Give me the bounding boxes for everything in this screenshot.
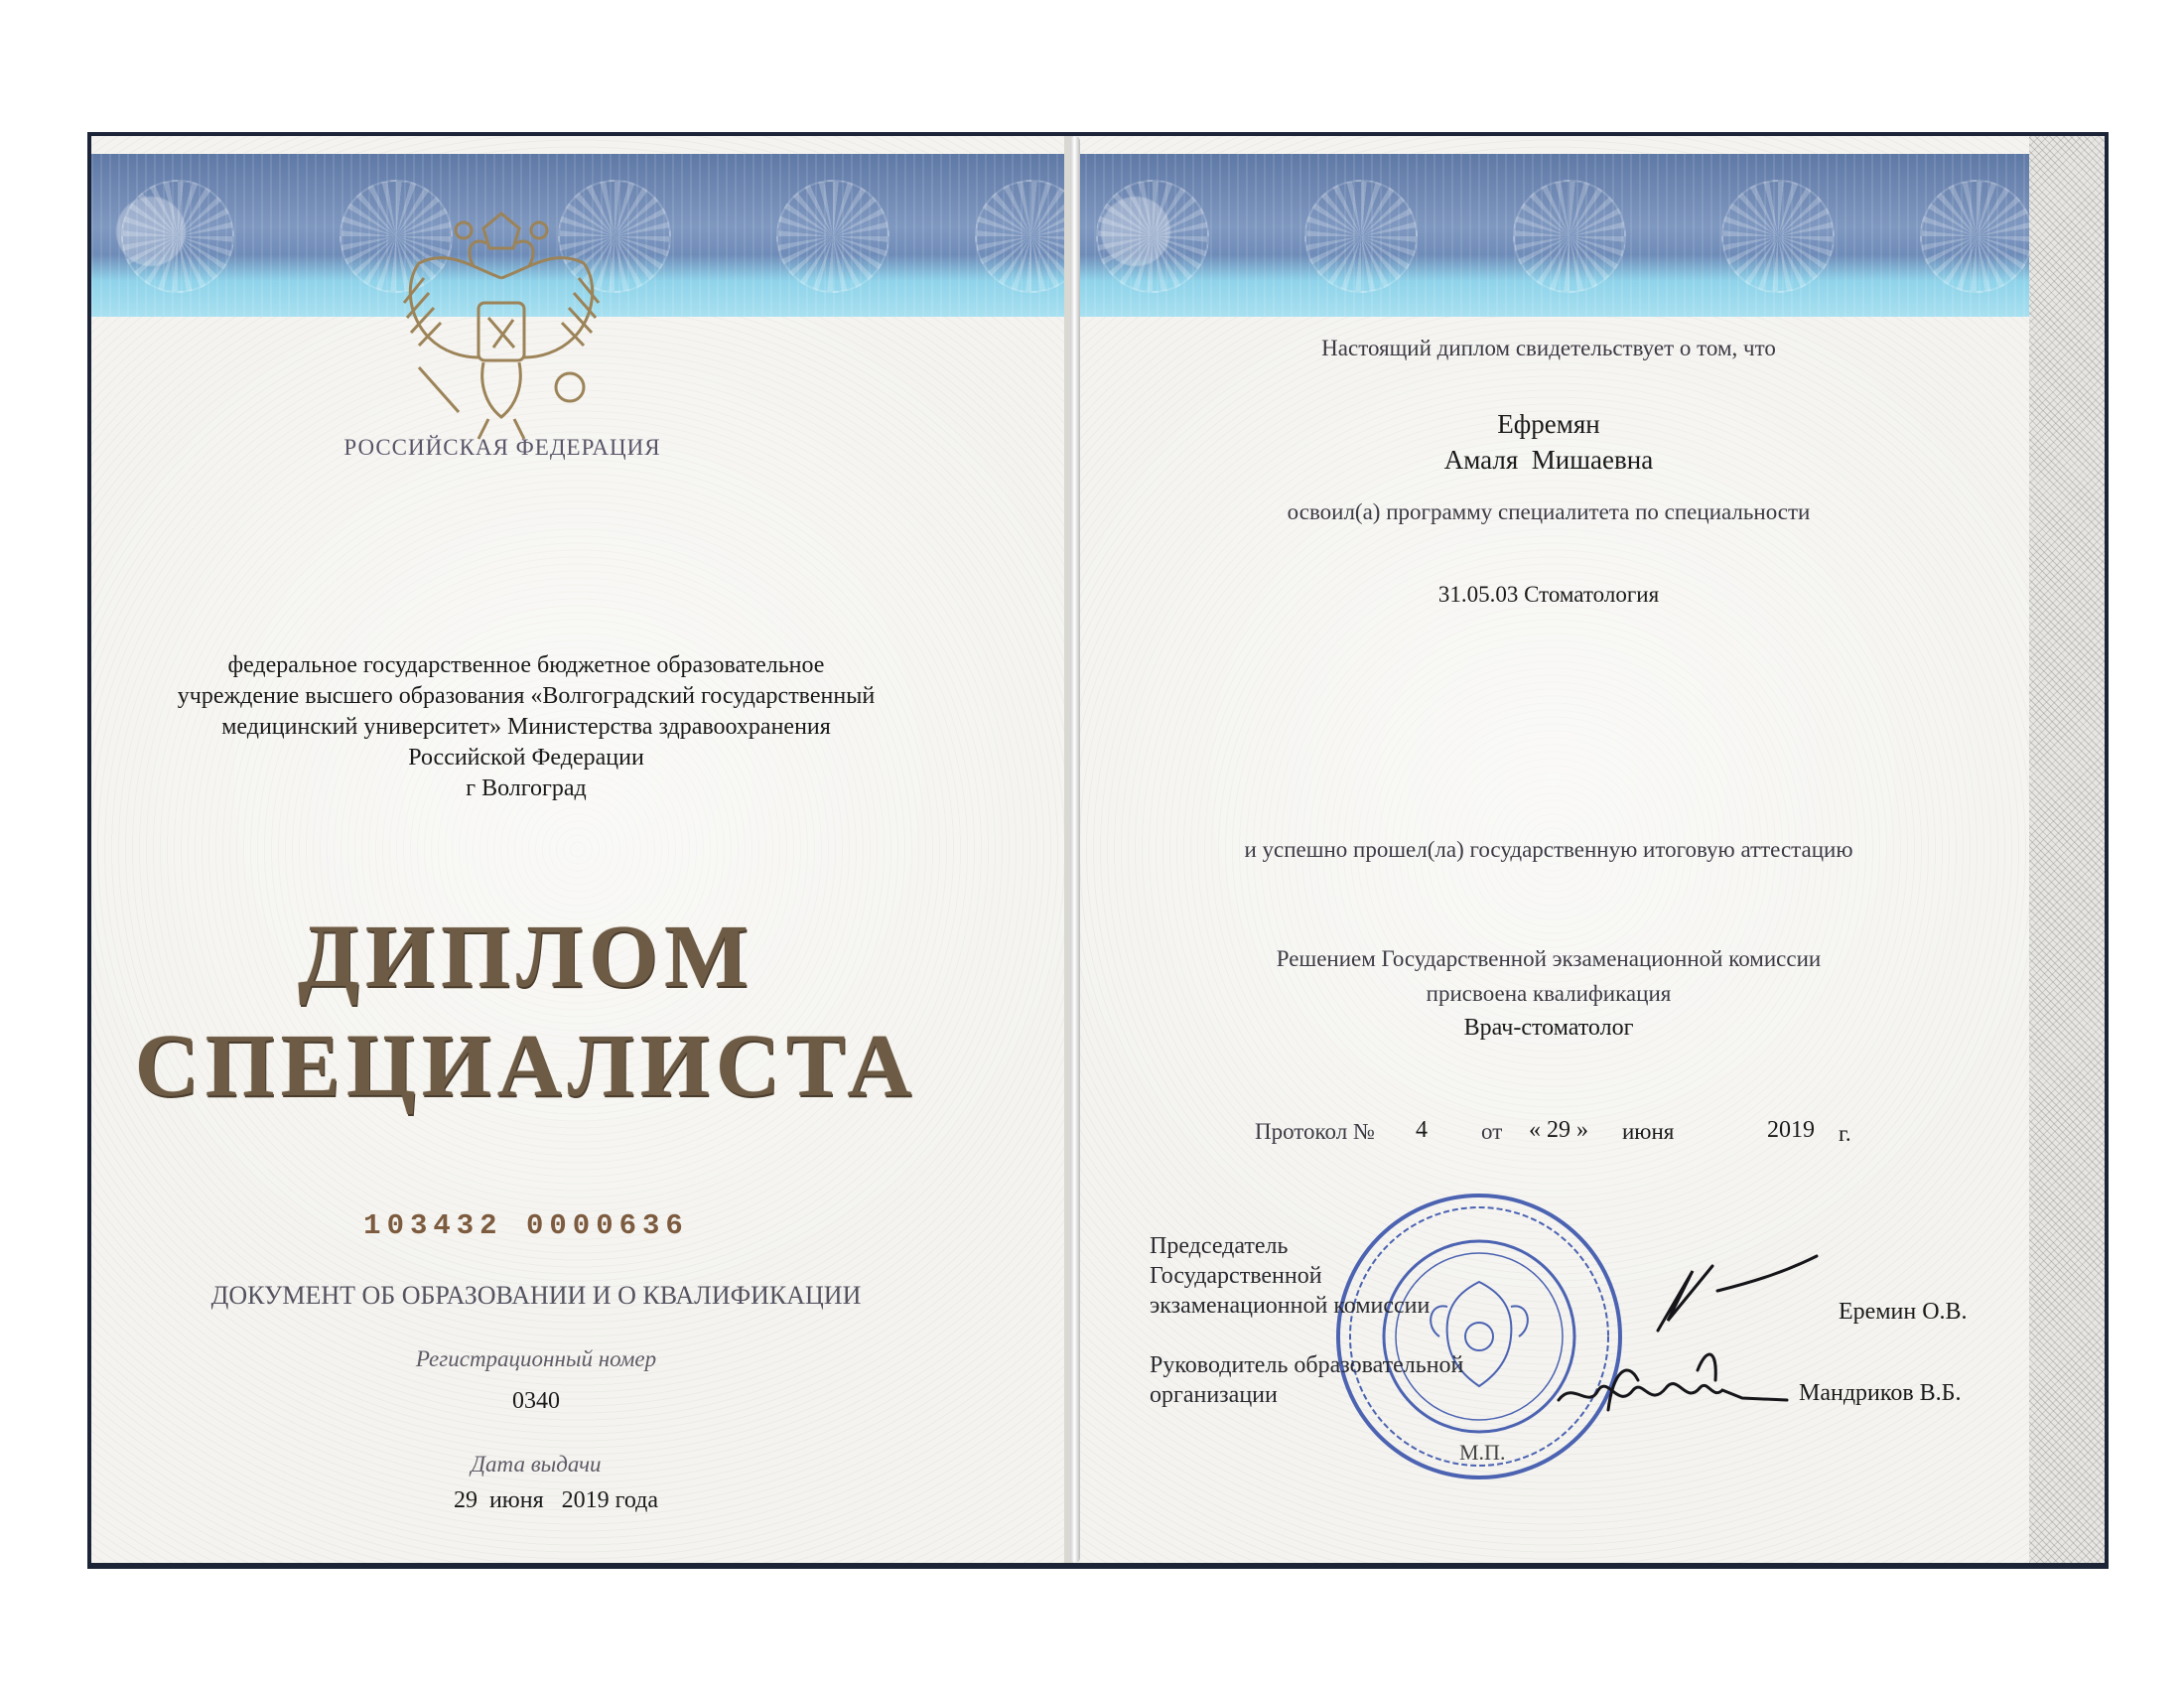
graduate-given-names: Амаля Мишаевна <box>1443 445 1654 475</box>
country-label: РОССИЙСКАЯ ФЕДЕРАЦИЯ <box>343 435 661 460</box>
qualification: Врач-стоматолог <box>1463 1015 1634 1041</box>
head-name: Мандриков В.Б. <box>1799 1380 1962 1406</box>
organization-line: медицинский университет» Министерства здравоохранения <box>221 714 831 740</box>
organization-line: федеральное государственное бюджетное образовательное <box>227 652 825 678</box>
protocol-from-label: от <box>1481 1119 1503 1144</box>
commission-decision: Решением Государственной экзаменационной комиссии <box>1276 946 1822 971</box>
chair-title <box>1150 1231 1430 1321</box>
rosette-pattern <box>1304 180 1418 293</box>
registration-number: 0340 <box>512 1388 560 1414</box>
chair-title-line: экзаменационной комиссии <box>1150 1293 1431 1319</box>
rosette-pattern <box>1920 180 2029 293</box>
page-edge-pattern <box>2029 136 2105 1563</box>
diploma-title: ДИПЛОМ <box>298 908 754 1006</box>
head-title-line: Руководитель образовательной <box>1150 1352 1464 1378</box>
bookmark-ribbon <box>1070 136 1080 1563</box>
rosette-pattern <box>1513 180 1626 293</box>
stamp-mark: М.П. <box>1459 1440 1506 1465</box>
certifies-line: Настоящий диплом свидетельствует о том, что <box>1321 336 1776 360</box>
rosette-pattern <box>121 180 234 293</box>
rosette-pattern <box>1096 180 1209 293</box>
organization-name <box>159 650 893 804</box>
protocol-label: Протокол № <box>1255 1119 1375 1144</box>
protocol-day: « 29 » <box>1529 1117 1588 1143</box>
qualification-awarded-label: присвоена квалификация <box>1426 981 1672 1006</box>
protocol-year-suffix: г. <box>1839 1121 1851 1146</box>
organization-line: г Волгоград <box>466 775 587 801</box>
document-type: ДОКУМЕНТ ОБ ОБРАЗОВАНИИ И О КВАЛИФИКАЦИИ <box>210 1281 862 1310</box>
issue-date-label: Дата выдачи <box>471 1452 602 1477</box>
chair-title-line: Государственной <box>1150 1263 1322 1289</box>
head-title <box>1150 1350 1463 1410</box>
issue-date: 29 июня 2019 года <box>453 1487 659 1513</box>
security-band <box>1076 154 2029 317</box>
protocol-month: июня <box>1622 1119 1675 1144</box>
rosette-pattern <box>1721 180 1835 293</box>
handwritten-signature-icon <box>1519 1251 1876 1450</box>
chair-name: Еремин О.В. <box>1839 1299 1968 1325</box>
chair-title-line: Председатель <box>1150 1233 1289 1259</box>
eagle-emblem-icon <box>379 209 623 443</box>
rosette-pattern <box>975 180 1064 293</box>
serial-number: 103432 0000636 <box>363 1209 689 1242</box>
specialty: 31.05.03 Стоматология <box>1437 582 1660 607</box>
registration-label: Регистрационный номер <box>415 1346 657 1371</box>
head-title-line: организации <box>1150 1382 1278 1408</box>
graduate-surname: Ефремян <box>1497 409 1600 439</box>
rosette-pattern <box>776 180 889 293</box>
program-line: освоил(а) программу специалитета по специальности <box>1287 499 1811 524</box>
diploma-subtitle: СПЕЦИАЛИСТА <box>134 1017 918 1115</box>
protocol-year: 2019 <box>1767 1117 1815 1143</box>
protocol-number: 4 <box>1416 1117 1428 1143</box>
organization-line: учреждение высшего образования «Волгоградский государственный <box>177 683 876 709</box>
organization-line: Российской Федерации <box>408 745 644 771</box>
attestation-line: и успешно прошел(ла) государственную итоговую аттестацию <box>1244 837 1853 862</box>
